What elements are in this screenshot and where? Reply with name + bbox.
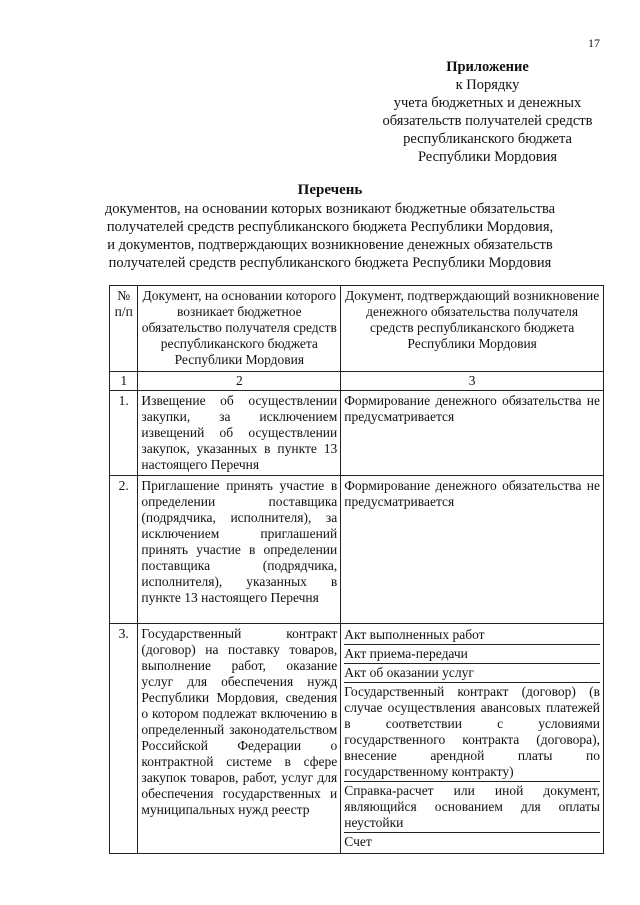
confirming-document: Акт об оказании услуг	[344, 664, 600, 683]
confirming-document: Формирование денежного обязательства не предусматривается	[341, 391, 604, 476]
basis-document: Извещение об осуществлении закупки, за исключением извещений об осуществлении закупок, указанных в пункте 13 настоящего Перечня	[138, 391, 341, 476]
subtitle-line: получателей средств республиканского бюджета Республики Мордовия	[108, 255, 552, 271]
appendix-heading: Приложение	[446, 59, 529, 75]
table-row	[110, 624, 604, 854]
column-number: 3	[341, 372, 604, 391]
confirming-documents-list	[341, 624, 604, 854]
documents-table	[109, 285, 604, 854]
appendix-block	[360, 58, 615, 166]
table-header-row	[110, 286, 604, 372]
table-row	[110, 476, 604, 624]
appendix-line: обязательств получателей средств	[382, 113, 593, 129]
confirming-document: Формирование денежного обязательства не предусматривается	[341, 476, 604, 624]
subtitle-line: и документов, подтверждающих возникновение денежных обязательств	[107, 237, 553, 253]
document-title: Перечень	[297, 182, 363, 198]
appendix-line: республиканского бюджета	[403, 131, 572, 147]
appendix-line: Республики Мордовия	[417, 149, 558, 165]
row-number: 1.	[110, 391, 138, 476]
document-subtitle	[40, 200, 620, 272]
confirming-document: Счет	[344, 834, 372, 849]
row-number: 3.	[110, 624, 138, 854]
confirming-document: Государственный контракт (договор) (в случае осуществления авансовых платежей в соответствии с условиями государственного контракта (договора), внесение арендной платы по государственному контракту)	[344, 683, 600, 782]
basis-document: Государственный контракт (договор) на поставку товаров, выполнение работ, оказание услуг для обеспечения нужд Республики Мордовия, сведения о котором подлежат включению в определенный законодательством Российской Федерации о контрактной системе в сфере закупок товаров, работ, услуг для обеспечения государственных и муниципальных нужд реестр	[138, 624, 341, 854]
header-number: № п/п	[110, 286, 138, 372]
appendix-line: учета бюджетных и денежных	[393, 95, 582, 111]
confirming-document: Акт приема-передачи	[344, 645, 600, 664]
row-number: 2.	[110, 476, 138, 624]
confirming-document: Справка-расчет или иной документ, являющийся основанием для оплаты неустойки	[344, 782, 600, 833]
confirming-document: Акт выполненных работ	[344, 626, 600, 645]
column-number-row	[110, 372, 604, 391]
subtitle-line: документов, на основании которых возникают бюджетные обязательства	[104, 201, 556, 217]
subtitle-line: получателей средств республиканского бюджета Республики Мордовия,	[106, 219, 554, 235]
page-number: 17	[588, 36, 600, 50]
column-number: 1	[110, 372, 138, 391]
table-row	[110, 391, 604, 476]
header-basis-document: Документ, на основании которого возникает бюджетное обязательство получателя средств республиканского бюджета Республики Мордовия	[138, 286, 341, 372]
header-confirming-document: Документ, подтверждающий возникновение денежного обязательства получателя средств республиканского бюджета Республики Мордовия	[341, 286, 604, 372]
basis-document: Приглашение принять участие в определении поставщика (подрядчика, исполнителя), за исключением приглашений принять участие в определении поставщика (подрядчика, исполнителя), указанных в пункте 13 настоящего Перечня	[138, 476, 341, 624]
appendix-line: к Порядку	[455, 77, 520, 93]
column-number: 2	[138, 372, 341, 391]
